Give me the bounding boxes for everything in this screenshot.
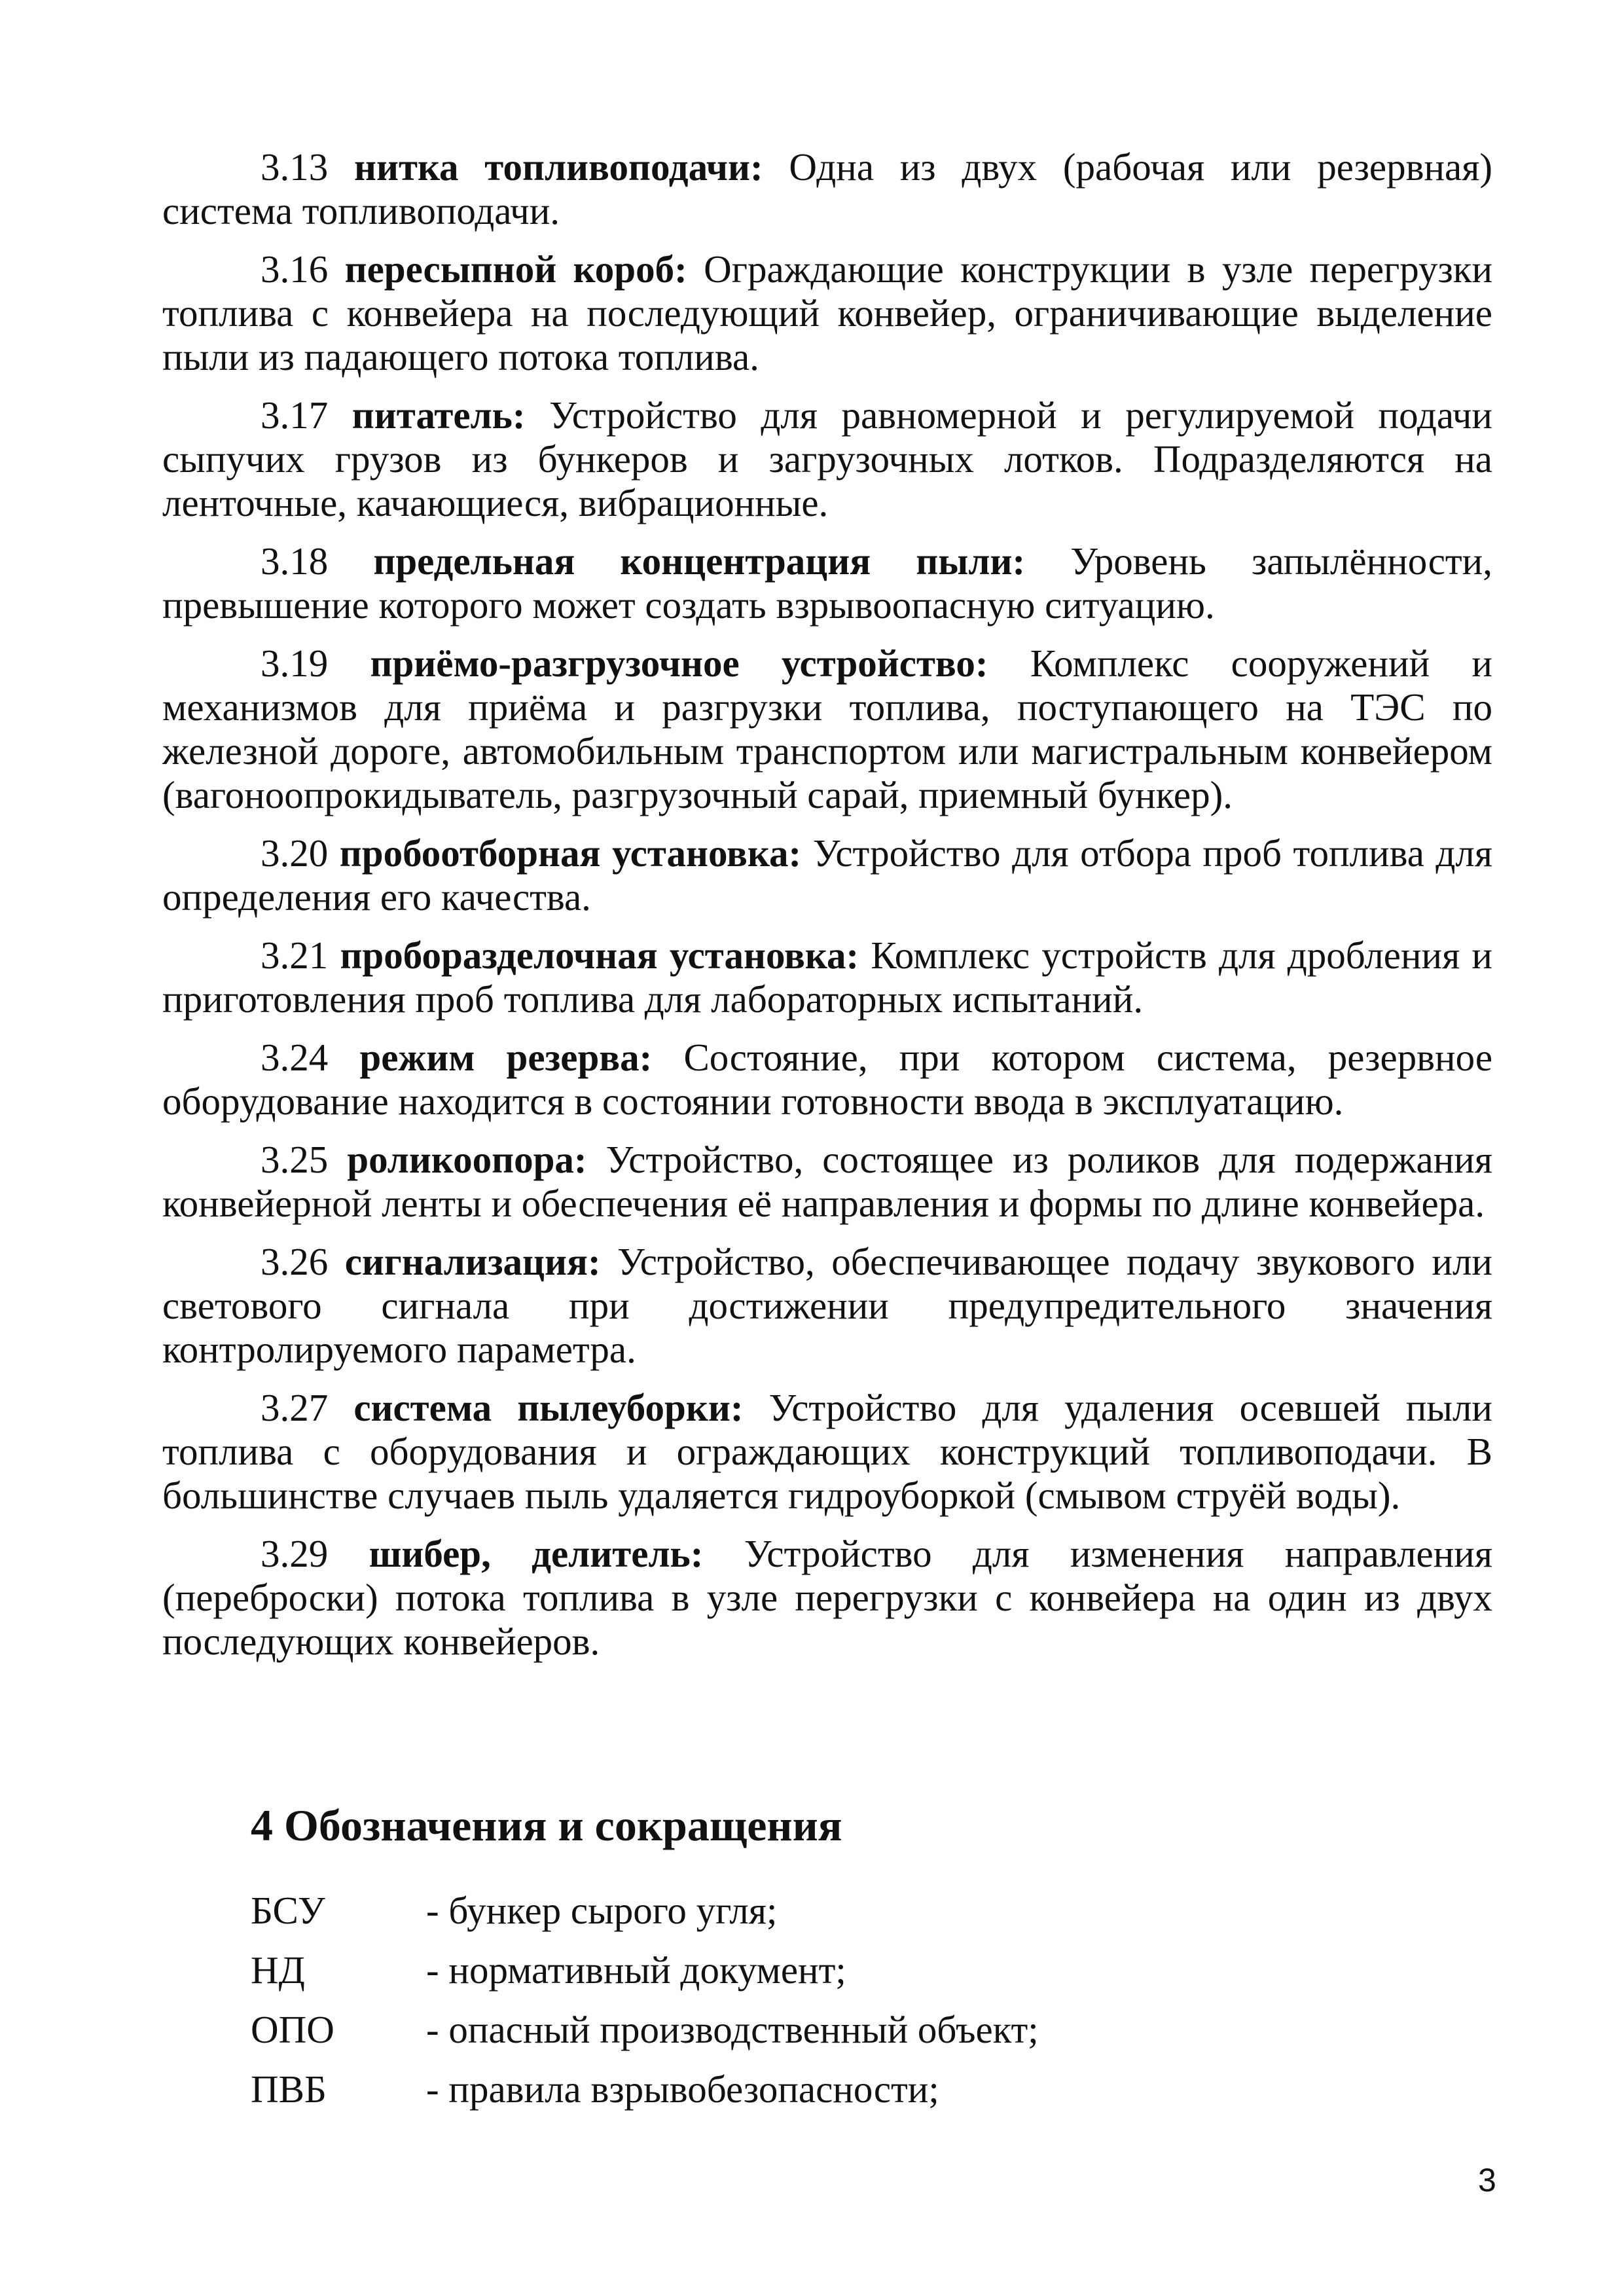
term-definition: Комплекс устройств для дробления и приготовления проб топлива для лабораторных испытаний.	[162, 934, 1493, 1021]
abbreviation-description: - нормативный документ;	[426, 1948, 846, 1992]
terms-list	[162, 145, 1492, 1664]
term-name: пробоотборная установка:	[339, 831, 802, 875]
term-entry	[162, 1240, 1492, 1372]
abbreviations-list	[251, 1889, 1429, 2127]
term-name: режим резерва:	[359, 1036, 653, 1079]
abbreviation-description: - бункер сырого угля;	[426, 1889, 778, 1932]
term-name: проборазделочная установка:	[340, 934, 859, 977]
term-definition: Устройство для равномерной и регулируемой подачи сыпучих грузов из бункеров и загрузочных лотков. Подразделяются на ленточные, качающиеся, вибрационные.	[162, 393, 1493, 524]
abbreviation-code: ПВБ	[251, 2068, 327, 2111]
abbreviation-row	[251, 1889, 1429, 1948]
term-number: 3.18	[261, 539, 329, 583]
term-number: 3.26	[261, 1240, 329, 1283]
term-entry	[162, 642, 1492, 817]
term-entry	[162, 1532, 1492, 1664]
abbreviation-code: БСУ	[251, 1889, 325, 1932]
term-definition: Устройство для удаления осевшей пыли топлива с оборудования и ограждающих конструкций топливоподачи. В большинстве случаев пыль удаляется гидроуборкой (смывом струёй воды).	[162, 1386, 1493, 1517]
abbreviation-row	[251, 2068, 1429, 2127]
term-number: 3.29	[261, 1532, 329, 1575]
term-definition: Уровень запылённости, превышение которого может создать взрывоопасную ситуацию.	[162, 539, 1493, 627]
term-entry	[162, 145, 1492, 233]
page-number: 3	[1478, 2162, 1496, 2198]
document-page	[162, 145, 1492, 1678]
term-entry	[162, 539, 1492, 627]
term-entry	[162, 934, 1492, 1021]
term-name: пересыпной короб:	[344, 247, 687, 291]
term-entry	[162, 1386, 1492, 1518]
term-name: предельная концентрация пыли:	[373, 539, 1026, 583]
term-definition: Одна из двух (рабочая или резервная) система топливоподачи.	[162, 145, 1493, 232]
term-definition: Состояние, при котором система, резервное оборудование находится в состоянии готовности ввода в эксплуатацию.	[162, 1036, 1493, 1123]
term-number: 3.19	[261, 642, 329, 685]
term-entry	[162, 247, 1492, 379]
term-number: 3.17	[261, 393, 329, 437]
term-name: нитка топливоподачи:	[353, 145, 763, 189]
term-definition: Комплекс сооружений и механизмов для приёма и разгрузки топлива, поступающего на ТЭС по железной дороге, автомобильным транспортом или магистральным конвейером (вагоноопрокидыватель, разгрузочный сарай, приемный бункер).	[162, 642, 1492, 816]
abbreviation-row	[251, 1948, 1429, 2008]
term-definition: Устройство для изменения направления (переброски) потока топлива в узле перегрузки с конвейера на один из двух последующих конвейеров.	[162, 1532, 1492, 1663]
term-name: система пылеуборки:	[353, 1386, 744, 1429]
term-name: шибер, делитель:	[369, 1532, 704, 1575]
abbreviation-description: - опасный производственный объект;	[426, 2008, 1039, 2051]
term-number: 3.25	[261, 1138, 329, 1181]
term-definition: Ограждающие конструкции в узле перегрузки топлива с конвейера на последующий конвейер, ограничивающие выделение пыли из падающего потока топлива.	[162, 247, 1493, 378]
term-definition: Устройство, состоящее из роликов для подержания конвейерной ленты и обеспечения её направления и формы по длине конвейера.	[162, 1138, 1493, 1225]
term-number: 3.16	[261, 247, 329, 291]
term-name: роликоопора:	[347, 1138, 587, 1181]
abbreviation-code: НД	[251, 1948, 305, 1992]
term-number: 3.21	[261, 934, 329, 977]
term-name: питатель:	[352, 393, 526, 437]
term-number: 3.27	[261, 1386, 329, 1429]
abbreviation-description: - правила взрывобезопасности;	[426, 2068, 939, 2111]
term-entry	[162, 1138, 1492, 1226]
abbreviation-code: ОПО	[251, 2008, 334, 2051]
section-heading: 4 Обозначения и сокращения	[251, 1800, 842, 1850]
term-entry	[162, 393, 1492, 525]
term-definition: Устройство, обеспечивающее подачу звукового или светового сигнала при достижении предупредительного значения контролируемого параметра.	[162, 1240, 1492, 1371]
term-number: 3.24	[261, 1036, 329, 1079]
term-definition: Устройство для отбора проб топлива для определения его качества.	[162, 831, 1492, 919]
term-number: 3.20	[261, 831, 329, 875]
term-number: 3.13	[261, 145, 329, 189]
term-name: приёмо-разгрузочное устройство:	[370, 642, 988, 685]
term-name: сигнализация:	[344, 1240, 601, 1283]
term-entry	[162, 831, 1492, 919]
abbreviation-row	[251, 2008, 1429, 2068]
term-entry	[162, 1036, 1492, 1123]
